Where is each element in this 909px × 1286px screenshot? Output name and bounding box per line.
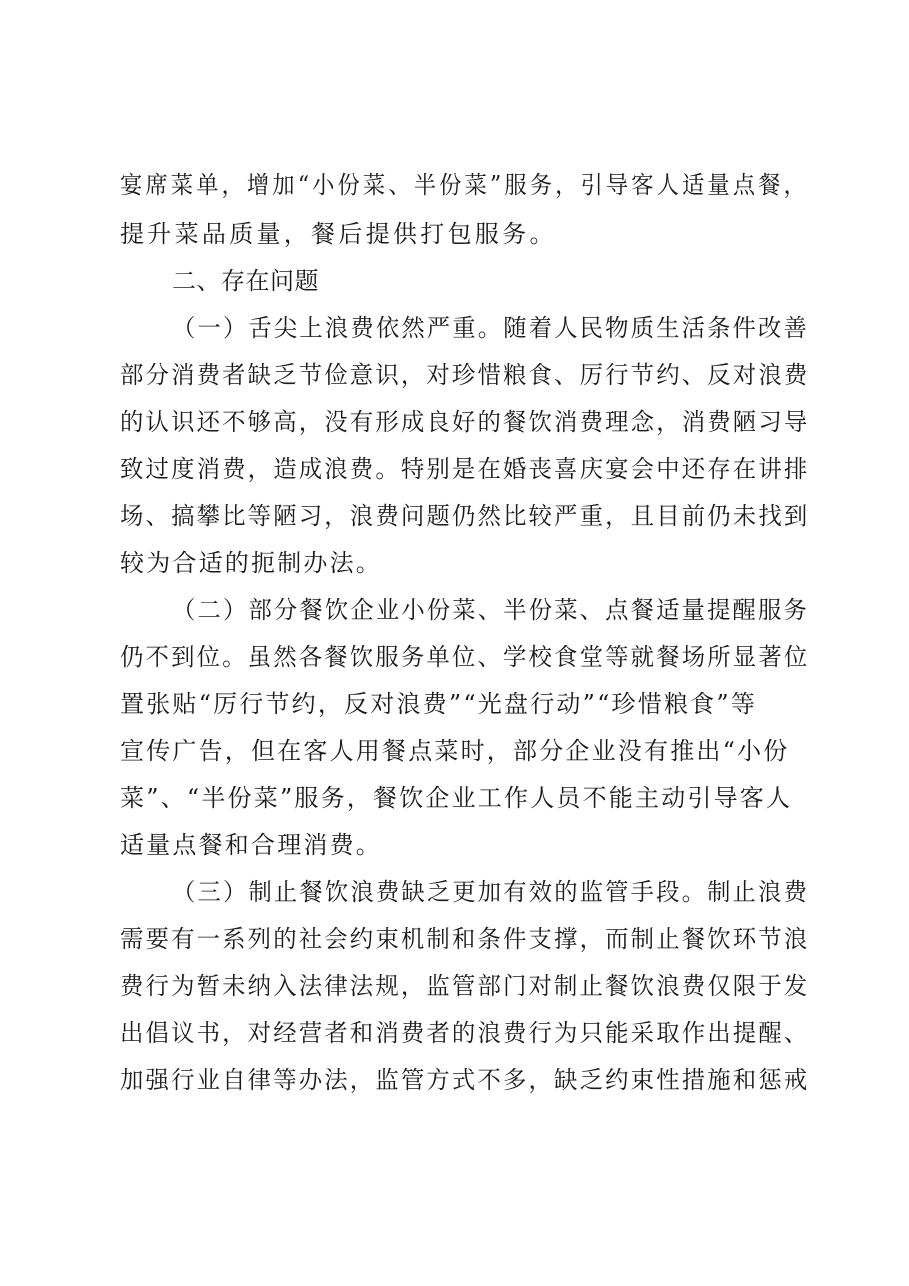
text-line-9: 较为合适的扼制办法。 — [120, 549, 382, 577]
text-line-5: 部分消费者缺乏节俭意识，对珍惜粮食、厉行节约、反对浪费 — [120, 361, 810, 389]
text-line-14: 菜”、“半份菜”服务，餐饮企业工作人员不能主动引导客人 — [120, 784, 793, 812]
text-line-2: 提升菜品质量，餐后提供打包服务。 — [120, 220, 557, 248]
text-line-17: 需要有一系列的社会约束机制和条件支撑，而制止餐饮环节浪 — [120, 925, 810, 953]
text-line-7: 致过度消费，造成浪费。特别是在婚丧喜庆宴会中还存在讲排 — [120, 455, 810, 483]
text-line-15: 适量点餐和合理消费。 — [120, 831, 382, 859]
text-line-10: （二）部分餐饮企业小份菜、半份菜、点餐适量提醒服务 — [172, 596, 809, 624]
text-line-16: （三）制止餐饮浪费缺乏更加有效的监管手段。制止浪费 — [172, 878, 809, 906]
text-line-12: 置张贴“厉行节约，反对浪费”“光盘行动”“珍惜粮食”等 — [120, 690, 758, 718]
text-line-20: 加强行业自律等办法，监管方式不多，缺乏约束性措施和惩戒 — [120, 1066, 810, 1094]
text-line-19: 出倡议书，对经营者和消费者的浪费行为只能采取作出提醒、 — [120, 1019, 810, 1047]
text-line-1: 宴席菜单，增加“小份菜、半份菜”服务，引导客人适量点餐， — [120, 171, 809, 199]
text-line-11: 仍不到位。虽然各餐饮服务单位、学校食堂等就餐场所显著位 — [120, 643, 810, 671]
text-line-4: （一）舌尖上浪费依然严重。随着人民物质生活条件改善 — [172, 314, 809, 342]
text-line-8: 场、搞攀比等陋习，浪费问题仍然比较严重，且目前仍未找到 — [120, 502, 810, 530]
section-heading: 二、存在问题 — [172, 267, 319, 295]
text-line-18: 费行为暂未纳入法律法规，监管部门对制止餐饮浪费仅限于发 — [120, 972, 810, 1000]
text-line-6: 的认识还不够高，没有形成良好的餐饮消费理念，消费陋习导 — [120, 408, 810, 436]
text-line-13: 宣传广告，但在客人用餐点菜时，部分企业没有推出“小份 — [120, 737, 790, 765]
